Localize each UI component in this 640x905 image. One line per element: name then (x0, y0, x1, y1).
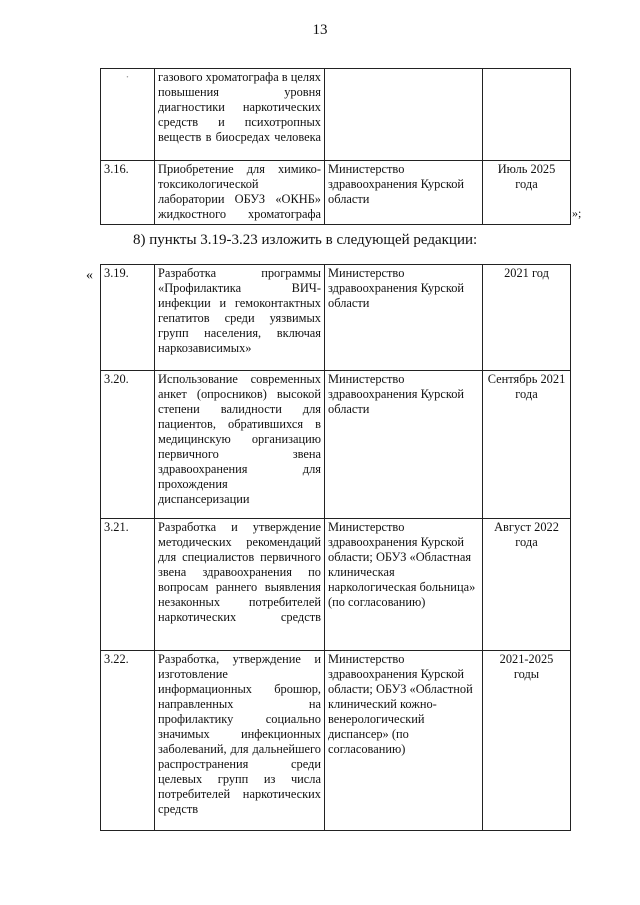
row-description: Разработка программы «Профилактика ВИЧ-инфекции и гемоконтактных гепатитов среди уязвимых групп населения, включая наркозависимых» (155, 265, 325, 371)
row-description: Использование современных анкет (опросников) высокой степени валидности для пациентов, обратившихся в медицинскую организацию первичного звена здравоохранения для прохождения диспансеризации (155, 371, 325, 519)
page-number: 13 (312, 22, 328, 38)
amendment-table (100, 264, 571, 831)
row-responsible: Министерство здравоохранения Курской области (325, 161, 483, 225)
row-responsible: Министерство здравоохранения Курской области; ОБУЗ «Областная клиническая наркологическая больница» (по согласованию) (325, 519, 483, 651)
table-row (101, 161, 571, 225)
row-description: Приобретение для химико-токсикологической лаборатории ОБУЗ «ОКНБ» жидкостного хроматографа (155, 161, 325, 225)
row-term: 2021 год (483, 265, 571, 371)
closing-quote: »; (572, 206, 582, 220)
row-responsible: Министерство здравоохранения Курской области (325, 265, 483, 371)
row-number: 3.21. (101, 519, 155, 651)
table-row (101, 519, 571, 651)
row-description: газового хроматографа в целях повышения уровня диагностики наркотических средств и психотропных веществ в биосредах человека (155, 69, 325, 161)
row-number: · (101, 69, 155, 161)
row-term: Сентябрь 2021 года (483, 371, 571, 519)
row-responsible: Министерство здравоохранения Курской области (325, 371, 483, 519)
row-description: Разработка, утверждение и изготовление информационных брошюр, направленных на профилактику социально значимых инфекционных заболеваний, для дальнейшего распространения среди целевых групп из числа потребителей наркотических средств (155, 651, 325, 831)
table-row (101, 69, 571, 161)
row-description: Разработка и утверждение методических рекомендаций для специалистов первичного звена здравоохранения по вопросам раннего выявления незаконных потребителей наркотических средств (155, 519, 325, 651)
row-term: 2021-2025 годы (483, 651, 571, 831)
table-row (101, 371, 571, 519)
amendment-paragraph: 8) пункты 3.19-3.23 изложить в следующей редакции: (133, 232, 478, 248)
row-number: 3.19. (101, 265, 155, 371)
table-row (101, 651, 571, 831)
row-number: 3.20. (101, 371, 155, 519)
row-responsible: Министерство здравоохранения Курской области; ОБУЗ «Областной клинический кожно-венерологический диспансер» (по согласованию) (325, 651, 483, 831)
row-number: 3.16. (101, 161, 155, 225)
continued-table (100, 68, 571, 225)
opening-quote: « (86, 268, 93, 283)
row-responsible (325, 69, 483, 161)
table-row (101, 265, 571, 371)
row-term: Август 2022 года (483, 519, 571, 651)
row-number: 3.22. (101, 651, 155, 831)
row-term (483, 69, 571, 161)
row-term: Июль 2025 года (483, 161, 571, 225)
